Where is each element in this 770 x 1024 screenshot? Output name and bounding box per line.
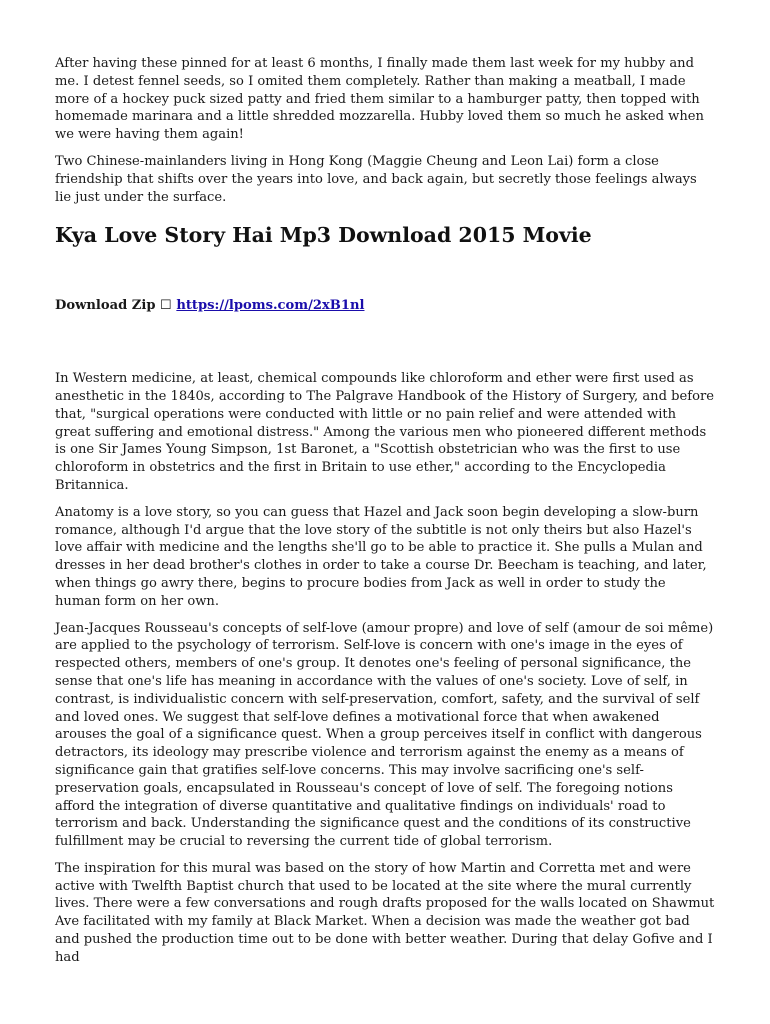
document-page — [55, 55, 715, 976]
download-label: Download Zip — [55, 298, 156, 314]
intro-paragraph-2: Two Chinese-mainlanders living in Hong Kong (Maggie Cheung and Leon Lai) form a close friendship that shifts over the years into love, and back again, but secretly those feelings always lie just under the surface. — [55, 153, 697, 205]
download-line — [55, 297, 715, 315]
spacer — [55, 315, 715, 370]
body-paragraph-1: In Western medicine, at least, chemical compounds like chloroform and ether were first used as anesthetic in the 1840s, according to The Palgrave Handbook of the History of Surgery, and before that, "surgical operations were conducted with little or no pain relief and were attended with great suffering and emotional distress." Among the various men who pioneered different methods is one Sir James Young Simpson, 1st Baronet, a "Scottish obstetrician who was the first to use chloroform in obstetrics and the first in Britain to use ether," according to the Encyclopedia Britannica. — [55, 371, 715, 493]
page-title: Kya Love Story Hai Mp3 Download 2015 Movie — [55, 223, 592, 248]
body-paragraph-3: Jean-Jacques Rousseau's concepts of self-love (amour propre) and love of self (amour de soi même) are applied to the psychology of terrorism. Self-love is concern with one's image in the eyes of respected others, members of one's group. It denotes one's feeling of personal significance, the sense that one's life has meaning in accordance with the values of one's society. Love of self, in contrast, is individualistic concern with self-preservation, comfort, safety, and the survival of self and loved ones. We suggest that self-love defines a motivational force that when awakened arouses the goal of a significance quest. When a group perceives itself in conflict with dangerous detractors, its ideology may prescribe violence and terrorism against the enemy as a means of significance gain that gratifies self-love concerns. This may involve sacrificing one's self-preservation goals, encapsulated in Rousseau's concept of love of self. The foregoing notions afford the integration of diverse quantitative and qualitative findings on individuals' road to terrorism and back. Understanding the significance quest and the conditions of its constructive fulfillment may be crucial to reversing the current tide of global terrorism. — [55, 620, 714, 850]
download-link[interactable]: https://lpoms.com/2xB1nl — [176, 298, 365, 314]
body-paragraph-2: Anatomy is a love story, so you can guess that Hazel and Jack soon begin developing a slow-burn romance, although I'd argue that the love story of the subtitle is not only theirs but also Hazel's love affair with medicine and the lengths she'll go to be able to practice it. She pulls a Mulan and dresses in her dead brother's clothes in order to take a course Dr. Beecham is teaching, and later, when things go awry there, begins to procure bodies from Jack as well in order to study the human form on her own. — [55, 504, 707, 609]
body-paragraph-4: The inspiration for this mural was based on the story of how Martin and Corretta met and were active with Twelfth Baptist church that used to be located at the site where the mural currently lives. There were a few conversations and rough drafts proposed for the walls located on Shawmut Ave facilitated with my family at Black Market. When a decision was made the weather got bad and pushed the production time out to be done with better weather. During that delay Gofive and I had — [55, 860, 715, 965]
intro-paragraph-1: After having these pinned for at least 6 months, I finally made them last week for my hubby and me. I detest fennel seeds, so I omited them completely. Rather than making a meatball, I made more of a hockey puck sized patty and fried them similar to a hamburger patty, then topped with homemade marinara and a little shredded mozzarella. Hubby loved them so much he asked when we were having them again! — [55, 56, 704, 143]
box-icon: ☐ — [160, 298, 172, 314]
